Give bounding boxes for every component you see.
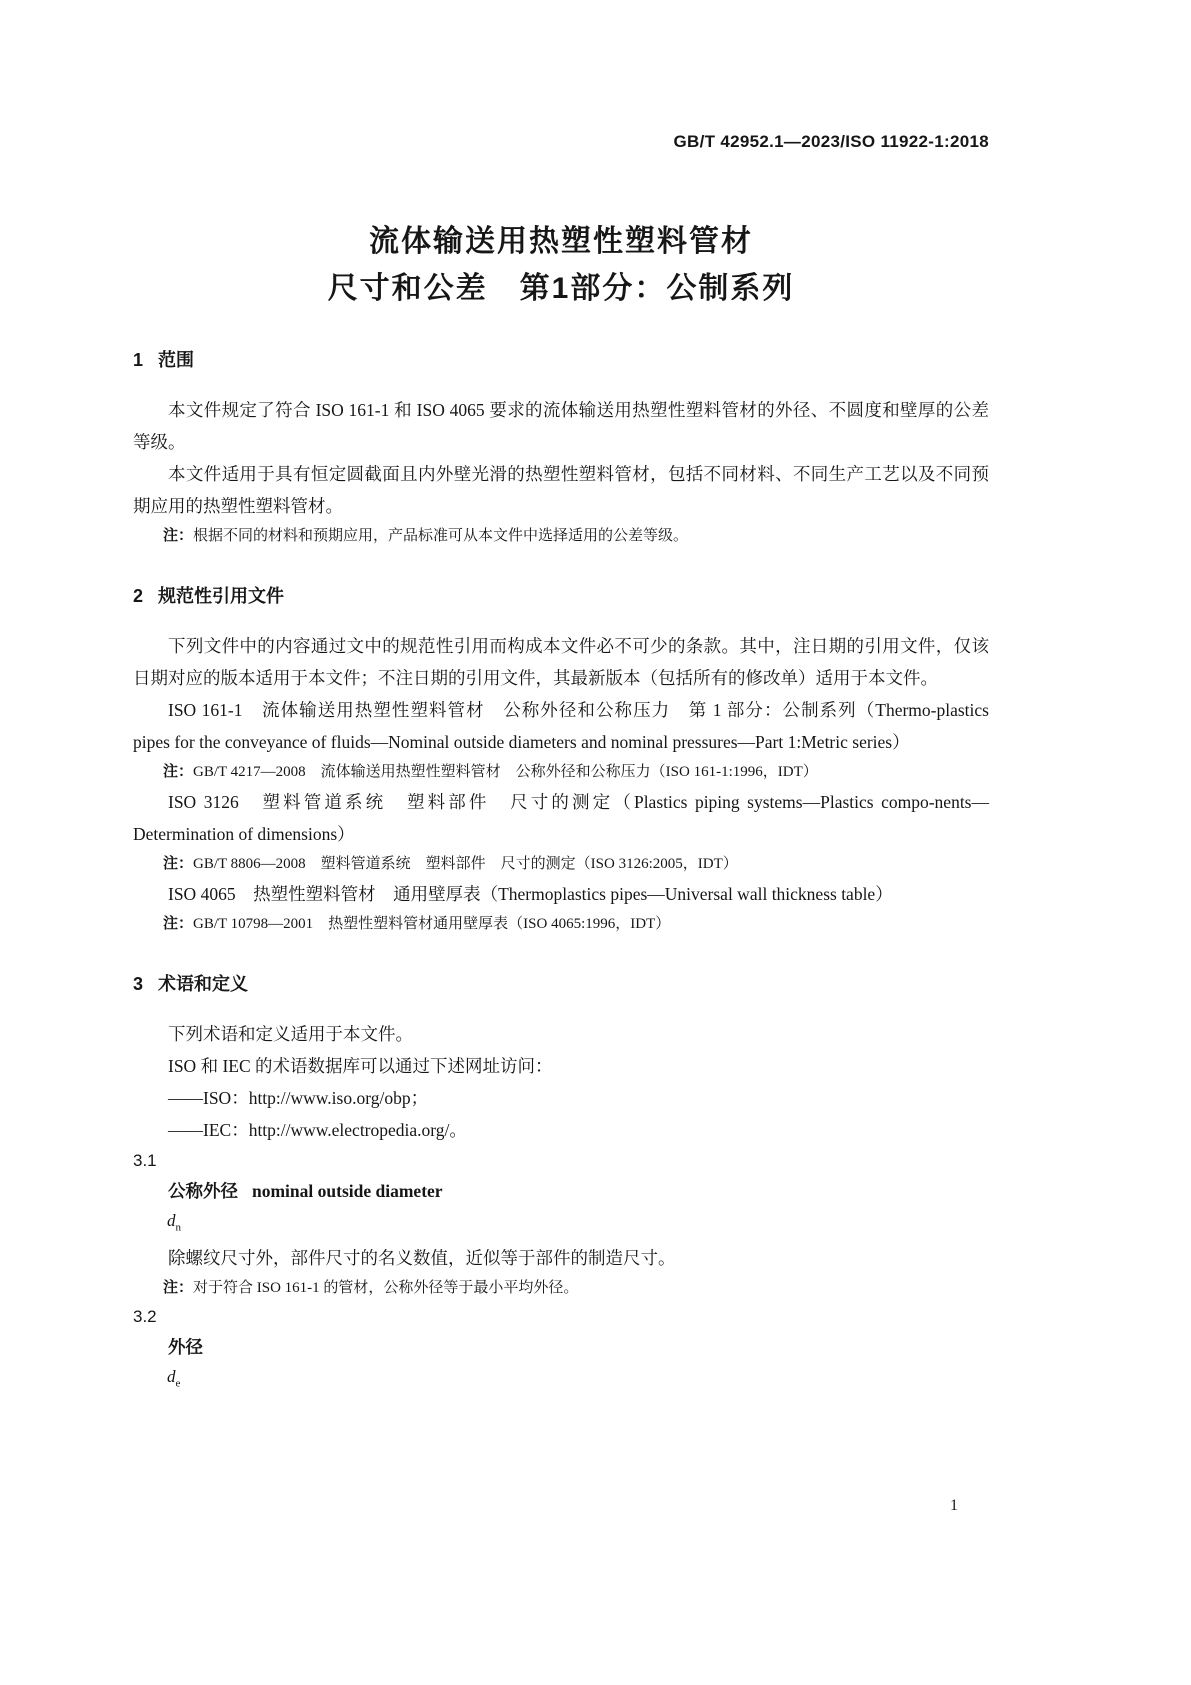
reference-iso-161-1: ISO 161-1 流体输送用热塑性塑料管材 公称外径和公称压力 第 1 部分：公制系列（Thermo-plastics pipes for the conveyance of fluids—Nominal outside diameters and nominal pressures—Part 1:Metric series）	[133, 700, 989, 752]
term-3-1-title	[133, 1176, 989, 1206]
note-text: 根据不同的材料和预期应用，产品标准可从本文件中选择适用的公差等级。	[193, 528, 689, 544]
reference-note-gbt-8806	[133, 852, 989, 876]
note-text: GB/T 4217—2008 流体输送用热塑性塑料管材 公称外径和公称压力（ISO 161-1:1996，IDT）	[193, 764, 818, 780]
doc-code: GB/T 42952.1—2023/ISO 11922-1:2018	[673, 132, 989, 151]
page-number: 1	[950, 1497, 958, 1514]
terms-intro-2: ISO 和 IEC 的术语数据库可以通过下述网址访问：	[168, 1056, 553, 1076]
section-title-references: 规范性引用文件	[158, 586, 285, 606]
term-3-1-chinese: 公称外径	[168, 1181, 238, 1201]
section-number-scope: 1	[133, 350, 144, 370]
note-label: 注：	[163, 915, 194, 932]
note-text: GB/T 10798—2001 热塑性塑料管材通用壁厚表（ISO 4065:1996，IDT）	[193, 916, 671, 932]
section-title-terms: 术语和定义	[158, 974, 249, 994]
section-number-references: 2	[133, 586, 144, 606]
note-label: 注：	[163, 1279, 194, 1297]
symbol-base: d	[167, 1211, 176, 1230]
section-heading-scope	[133, 350, 989, 370]
term-3-1-english: nominal outside diameter	[252, 1181, 443, 1201]
section-number-terms: 3	[133, 974, 144, 994]
term-3-2-chinese: 外径	[168, 1337, 203, 1358]
section-heading-references	[133, 586, 989, 606]
term-3-2-title	[133, 1332, 989, 1362]
scope-note	[133, 524, 989, 548]
note-text: GB/T 8806—2008 塑料管道系统 塑料部件 尺寸的测定（ISO 3126:2005，IDT）	[193, 856, 738, 872]
term-3-1-definition: 除螺纹尺寸外，部件尺寸的名义数值，近似等于部件的制造尺寸。	[168, 1248, 676, 1269]
note-label: 注：	[163, 527, 194, 544]
note-label: 注：	[163, 763, 194, 780]
term-3-1-number: 3.1	[133, 1151, 157, 1170]
symbol-subscript: n	[175, 1221, 181, 1234]
symbol-subscript: e	[175, 1377, 181, 1390]
term-3-2-symbol	[133, 1362, 989, 1398]
term-3-1-symbol	[133, 1206, 989, 1242]
document-title	[133, 218, 989, 312]
title-line-2: 尺寸和公差 第1部分：公制系列	[327, 272, 795, 305]
reference-iso-4065: ISO 4065 热塑性塑料管材 通用壁厚表（Thermoplastics pipes—Universal wall thickness table）	[168, 884, 893, 904]
section-title-scope: 范围	[158, 350, 195, 370]
reference-note-gbt-10798	[133, 912, 989, 936]
section-heading-terms	[133, 974, 989, 994]
symbol-base: d	[167, 1367, 176, 1387]
terms-intro-1: 下列术语和定义适用于本文件。	[168, 1024, 413, 1044]
title-line-1: 流体输送用热塑性塑料管材	[369, 225, 753, 258]
scope-paragraph-1: 本文件规定了符合 ISO 161-1 和 ISO 4065 要求的流体输送用热塑性塑料管材的外径、不圆度和壁厚的公差等级。	[133, 400, 989, 452]
term-3-1-note	[133, 1276, 989, 1300]
scope-paragraph-2: 本文件适用于具有恒定圆截面且内外壁光滑的热塑性塑料管材，包括不同材料、不同生产工艺以及不同预期应用的热塑性塑料管材。	[133, 464, 989, 516]
references-intro: 下列文件中的内容通过文中的规范性引用而构成本文件必不可少的条款。其中，注日期的引用文件，仅该日期对应的版本适用于本文件；不注日期的引用文件，其最新版本（包括所有的修改单）适用于本文件。	[133, 636, 989, 688]
terms-iso-url-line: ——ISO：http://www.iso.org/obp；	[168, 1088, 429, 1108]
terms-iec-url-line: ——IEC：http://www.electropedia.org/。	[168, 1120, 467, 1140]
note-text: 对于符合 ISO 161-1 的管材，公称外径等于最小平均外径。	[193, 1280, 579, 1297]
term-3-2-number: 3.2	[133, 1307, 157, 1327]
note-label: 注：	[163, 855, 194, 872]
reference-iso-3126: ISO 3126 塑料管道系统 塑料部件 尺寸的测定（Plastics piping systems—Plastics compo-nents—Determination of dimensions）	[133, 792, 989, 844]
reference-note-gbt-4217	[133, 760, 989, 784]
